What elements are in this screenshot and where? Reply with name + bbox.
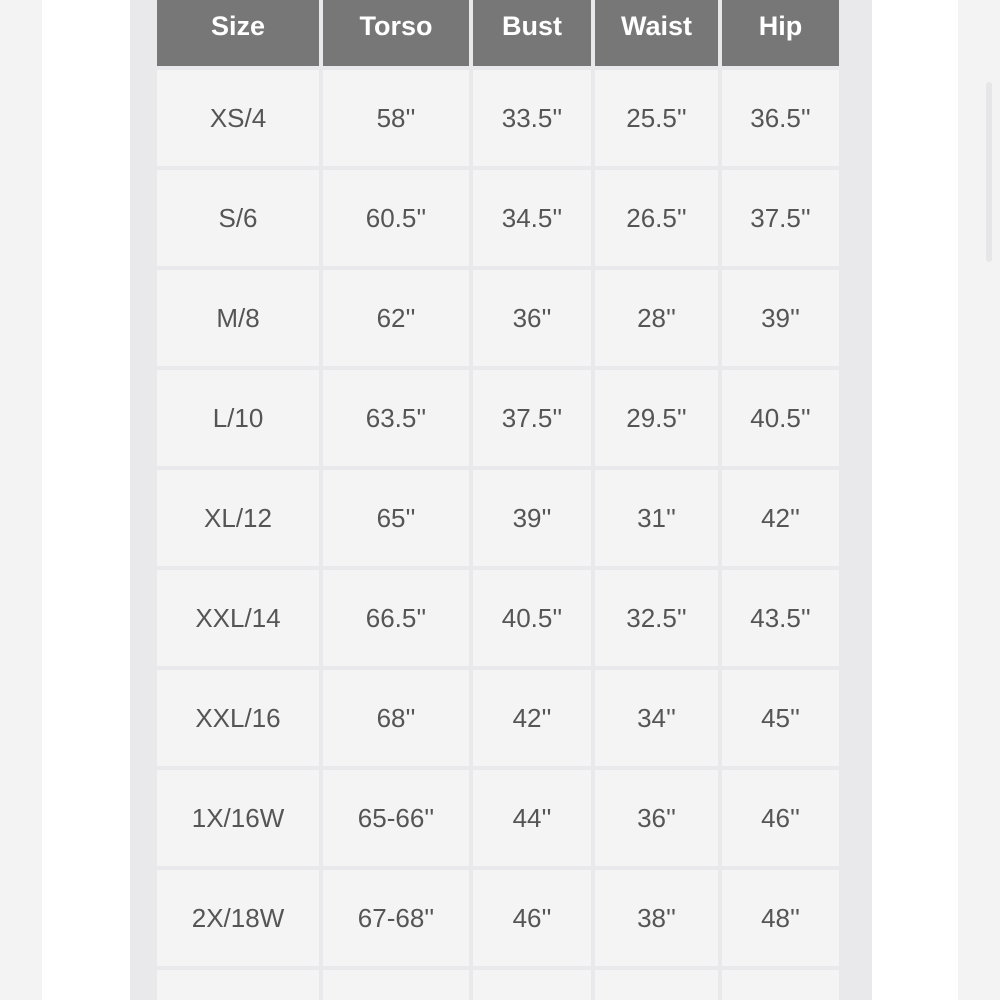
cell-bust: 33.5'' [473, 70, 591, 166]
cell-waist: 31'' [595, 470, 718, 566]
cell-size: M/8 [157, 270, 319, 366]
cell-hip: 36.5'' [722, 70, 839, 166]
table-row [157, 470, 839, 566]
cell-torso: 68'' [323, 670, 469, 766]
cell-size [157, 970, 319, 1000]
cell-torso: 60.5'' [323, 170, 469, 266]
cell-waist: 34'' [595, 670, 718, 766]
table-row [157, 270, 839, 366]
cell-size: 1X/16W [157, 770, 319, 866]
table-row [157, 70, 839, 166]
cell-torso [323, 970, 469, 1000]
cell-size: XXL/16 [157, 670, 319, 766]
table-row [157, 570, 839, 666]
table-row [157, 970, 839, 1000]
cell-size: 2X/18W [157, 870, 319, 966]
cell-waist: 32.5'' [595, 570, 718, 666]
cell-hip: 42'' [722, 470, 839, 566]
cell-waist: 28'' [595, 270, 718, 366]
cell-waist: 36'' [595, 770, 718, 866]
cell-bust: 40.5'' [473, 570, 591, 666]
header-row [157, 0, 839, 66]
table-row [157, 770, 839, 866]
cell-size: L/10 [157, 370, 319, 466]
cell-size: XXL/14 [157, 570, 319, 666]
table-row [157, 670, 839, 766]
cell-waist: 29.5'' [595, 370, 718, 466]
cell-torso: 62'' [323, 270, 469, 366]
header-torso: Torso [323, 0, 469, 66]
cell-hip: 48'' [722, 870, 839, 966]
cell-bust: 34.5'' [473, 170, 591, 266]
cell-waist: 38'' [595, 870, 718, 966]
table-row [157, 370, 839, 466]
cell-torso: 65-66'' [323, 770, 469, 866]
cell-bust: 42'' [473, 670, 591, 766]
cell-hip: 37.5'' [722, 170, 839, 266]
cell-hip: 40.5'' [722, 370, 839, 466]
size-chart-table [153, 0, 843, 1000]
cell-hip [722, 970, 839, 1000]
cell-hip: 45'' [722, 670, 839, 766]
cell-bust: 46'' [473, 870, 591, 966]
cell-torso: 63.5'' [323, 370, 469, 466]
cell-size: S/6 [157, 170, 319, 266]
cell-waist: 26.5'' [595, 170, 718, 266]
cell-torso: 65'' [323, 470, 469, 566]
cell-torso: 67-68'' [323, 870, 469, 966]
cell-bust: 37.5'' [473, 370, 591, 466]
cell-bust [473, 970, 591, 1000]
cell-waist [595, 970, 718, 1000]
header-hip: Hip [722, 0, 839, 66]
cell-torso: 58'' [323, 70, 469, 166]
cell-hip: 43.5'' [722, 570, 839, 666]
right-margin [958, 0, 1000, 1000]
cell-bust: 44'' [473, 770, 591, 866]
scrollbar[interactable] [986, 82, 992, 262]
header-bust: Bust [473, 0, 591, 66]
cell-waist: 25.5'' [595, 70, 718, 166]
header-size: Size [157, 0, 319, 66]
cell-bust: 36'' [473, 270, 591, 366]
cell-size: XS/4 [157, 70, 319, 166]
table-row [157, 170, 839, 266]
cell-hip: 46'' [722, 770, 839, 866]
cell-size: XL/12 [157, 470, 319, 566]
cell-bust: 39'' [473, 470, 591, 566]
left-margin [0, 0, 42, 1000]
cell-hip: 39'' [722, 270, 839, 366]
table-row [157, 870, 839, 966]
header-waist: Waist [595, 0, 718, 66]
cell-torso: 66.5'' [323, 570, 469, 666]
